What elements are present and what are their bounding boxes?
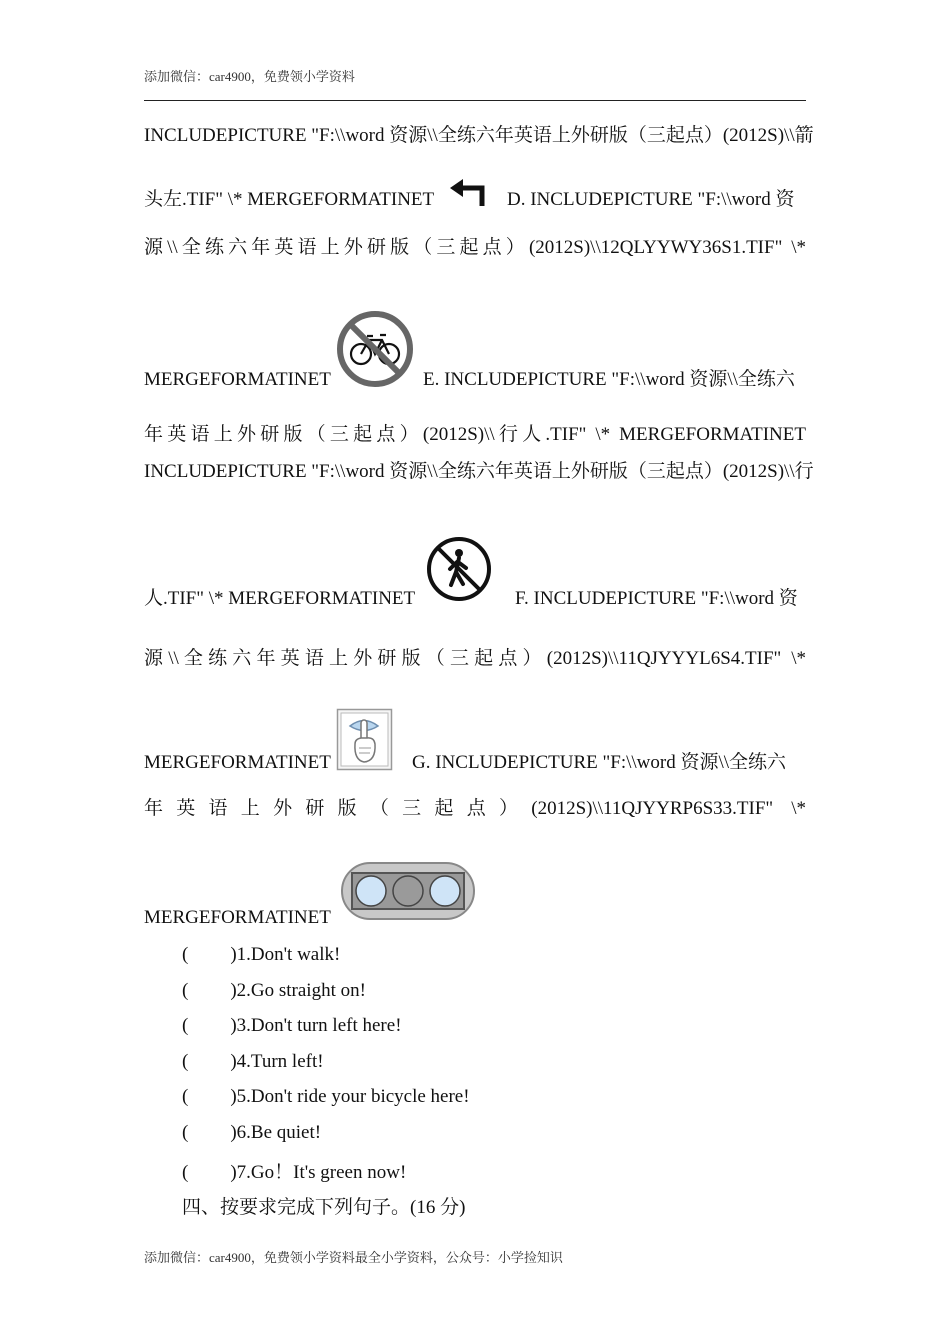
- traffic-light-icon: [340, 860, 476, 922]
- body-line-14: 年英语上外研版（三起点）(2012S)\\11QJYYRP6S33.TIF" \*: [144, 798, 806, 819]
- question-1: [182, 944, 340, 966]
- question-4: [182, 1051, 324, 1073]
- question-2: [182, 980, 366, 1002]
- body-line-8: INCLUDEPICTURE "F:\\word 资源\\全练六年英语上外研版（三起点）(2012S)\\行: [144, 461, 814, 482]
- section-heading: 四、按要求完成下列句子。(16 分): [182, 1197, 466, 1218]
- arrow-turn-left-icon: [448, 176, 488, 208]
- quiet-finger-icon: [336, 708, 393, 771]
- question-text: )5.Don't ride your bicycle here!: [230, 1086, 470, 1107]
- question-text: )1.Don't walk!: [230, 944, 341, 965]
- question-text: )4.Turn left!: [230, 1051, 324, 1072]
- question-open-paren: (: [182, 944, 189, 965]
- question-open-paren: (: [182, 1015, 189, 1036]
- body-line-1: INCLUDEPICTURE "F:\\word 资源\\全练六年英语上外研版（三起点）(2012S)\\箭: [144, 125, 814, 146]
- question-5: [182, 1086, 470, 1108]
- question-text: )3.Don't turn left here!: [230, 1015, 402, 1036]
- question-text: )7.Go！It's green now!: [230, 1162, 407, 1183]
- body-line-15: MERGEFORMATINET: [144, 907, 331, 928]
- body-line-2: 头左.TIF" \* MERGEFORMATINET: [144, 189, 435, 210]
- no-pedestrian-sign-icon: [426, 536, 492, 602]
- body-line-6: E. INCLUDEPICTURE "F:\\word 资源\\全练六: [423, 369, 795, 390]
- question-7: [182, 1157, 406, 1184]
- page-footer: 添加微信：car4900，免费领小学资料最全小学资料，公众号：小学捡知识: [144, 1250, 563, 1265]
- body-line-13: G. INCLUDEPICTURE "F:\\word 资源\\全练六: [412, 752, 787, 773]
- body-line-3: D. INCLUDEPICTURE "F:\\word 资: [507, 189, 795, 210]
- header-divider: [144, 100, 806, 101]
- no-bicycle-sign-icon: [336, 310, 414, 388]
- page-header: 添加微信：car4900，免费领小学资料: [144, 69, 355, 84]
- question-3: [182, 1015, 402, 1037]
- body-line-9: 人.TIF" \* MERGEFORMATINET: [144, 588, 416, 609]
- body-line-12: MERGEFORMATINET: [144, 752, 331, 773]
- body-line-4: 源\\全练六年英语上外研版（三起点）(2012S)\\12QLYYWY36S1.TIF" \*: [144, 237, 806, 258]
- question-open-paren: (: [182, 1162, 189, 1183]
- body-line-5: MERGEFORMATINET: [144, 369, 331, 390]
- question-open-paren: (: [182, 980, 189, 1001]
- question-open-paren: (: [182, 1086, 189, 1107]
- question-open-paren: (: [182, 1122, 189, 1143]
- body-line-11: 源\\全练六年英语上外研版（三起点）(2012S)\\11QJYYYL6S4.TIF" \*: [144, 648, 806, 669]
- body-line-10: F. INCLUDEPICTURE "F:\\word 资: [515, 588, 798, 609]
- question-text: )2.Go straight on!: [230, 980, 366, 1001]
- body-line-7: 年英语上外研版（三起点）(2012S)\\行人.TIF" \* MERGEFORMATINET: [144, 424, 806, 445]
- question-open-paren: (: [182, 1051, 189, 1072]
- question-text: )6.Be quiet!: [230, 1122, 322, 1143]
- question-6: [182, 1122, 321, 1144]
